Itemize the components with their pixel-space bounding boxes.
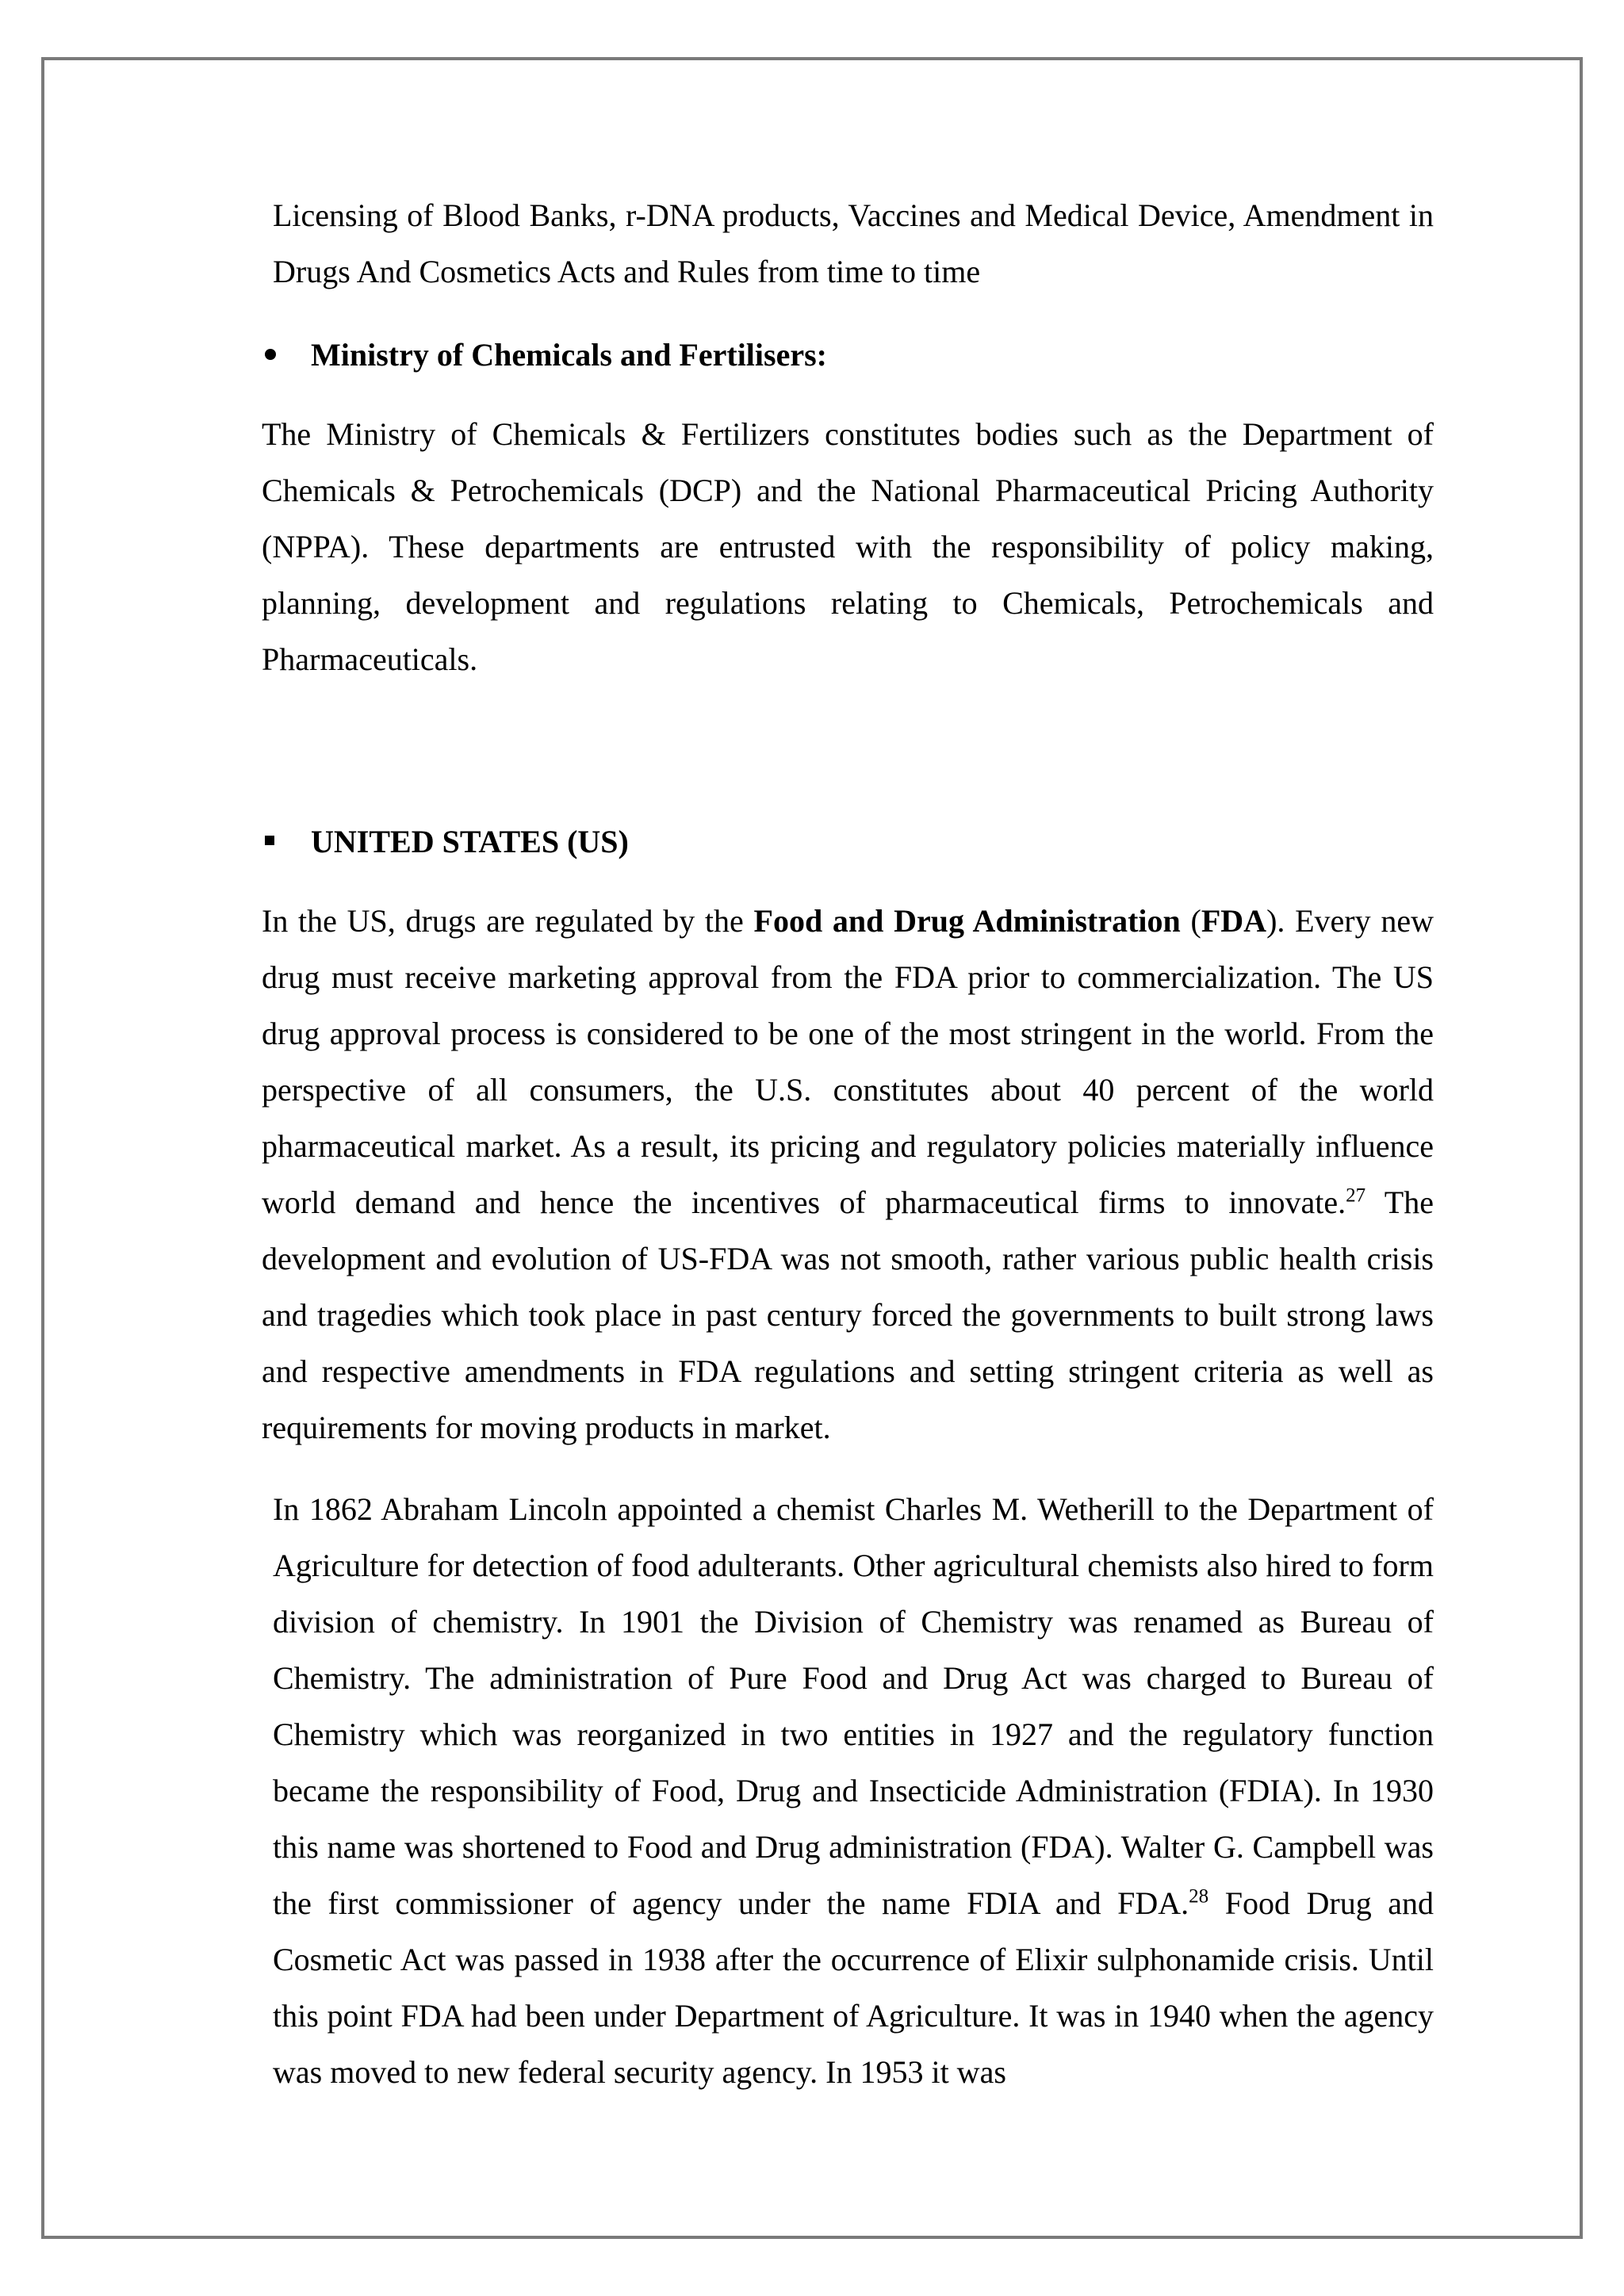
- bullet-dot-icon: [265, 349, 276, 360]
- history-text-part1: In 1862 Abraham Lincoln appointed a chemist Charles M. Wetherill to the Department of Agriculture for detection of food adulterants. Other agricultural chemists also hired to form division of chemistry. In 1901 the Division of Chemistry was renamed as Bureau of Chemistry. The administration of Pure Food and Drug Act was charged to Bureau of Chemistry which was reorganized in two entities in 1927 and the regulatory function became the responsibility of Food, Drug and Insecticide Administration (FDIA). In 1930 this name was shortened to Food and Drug administration (FDA). Walter G. Campbell was the first commissioner of agency under the name FDIA and FDA.: [273, 1491, 1434, 1921]
- fda-abbrev: FDA: [1201, 903, 1267, 939]
- ministry-heading: Ministry of Chemicals and Fertilisers:: [311, 337, 827, 373]
- ministry-paragraph: The Ministry of Chemicals & Fertilizers constitutes bodies such as the Department of Chemicals & Petrochemicals (DCP) and the National Pharmaceutical Pricing Authority (NPPA). These departments are entrusted with the responsibility of policy making, planning, development and regulations relating to Chemicals, Petrochemicals and Pharmaceuticals.: [262, 416, 1434, 677]
- us-body-text: ). Every new drug must receive marketing approval from the FDA prior to commercialization. The US drug approval process is considered to be one of the most stringent in the world. From the perspective of all consumers, the U.S. constitutes about 40 percent of the world pharmaceutical market. As a result, its pricing and regulatory policies materially influence world demand and hence the incentives of pharmaceutical firms to innovate.: [262, 903, 1434, 1220]
- open-paren: (: [1180, 903, 1201, 939]
- continued-paragraph: Licensing of Blood Banks, r-DNA products, Vaccines and Medical Device, Amendment in Drugs And Cosmetics Acts and Rules from time to time: [273, 197, 1434, 289]
- us-heading: UNITED STATES (US): [311, 824, 629, 859]
- us-continuation-text: The development and evolution of US-FDA was not smooth, rather various public health crisis and tragedies which took place in past century forced the governments to built strong laws and respective amendments in FDA regulations and setting stringent criteria as well as requirements for moving products in market.: [262, 1184, 1434, 1445]
- history-text-part2: Food Drug and Cosmetic Act was passed in 1938 after the occurrence of Elixir sulphonamide crisis. Until this point FDA had been under Department of Agriculture. It was in 1940 when the agency was moved to new federal security agency. In 1953 it was: [273, 1885, 1434, 2090]
- us-intro-text: In the US, drugs are regulated by the: [262, 903, 754, 939]
- footnote-ref-27: 27: [1346, 1184, 1366, 1207]
- bullet-square-icon: [265, 836, 274, 845]
- footnote-ref-28: 28: [1189, 1885, 1209, 1908]
- history-paragraph: [273, 1481, 1434, 2100]
- us-paragraph: [262, 893, 1434, 1456]
- fda-name: Food and Drug Administration: [753, 903, 1181, 939]
